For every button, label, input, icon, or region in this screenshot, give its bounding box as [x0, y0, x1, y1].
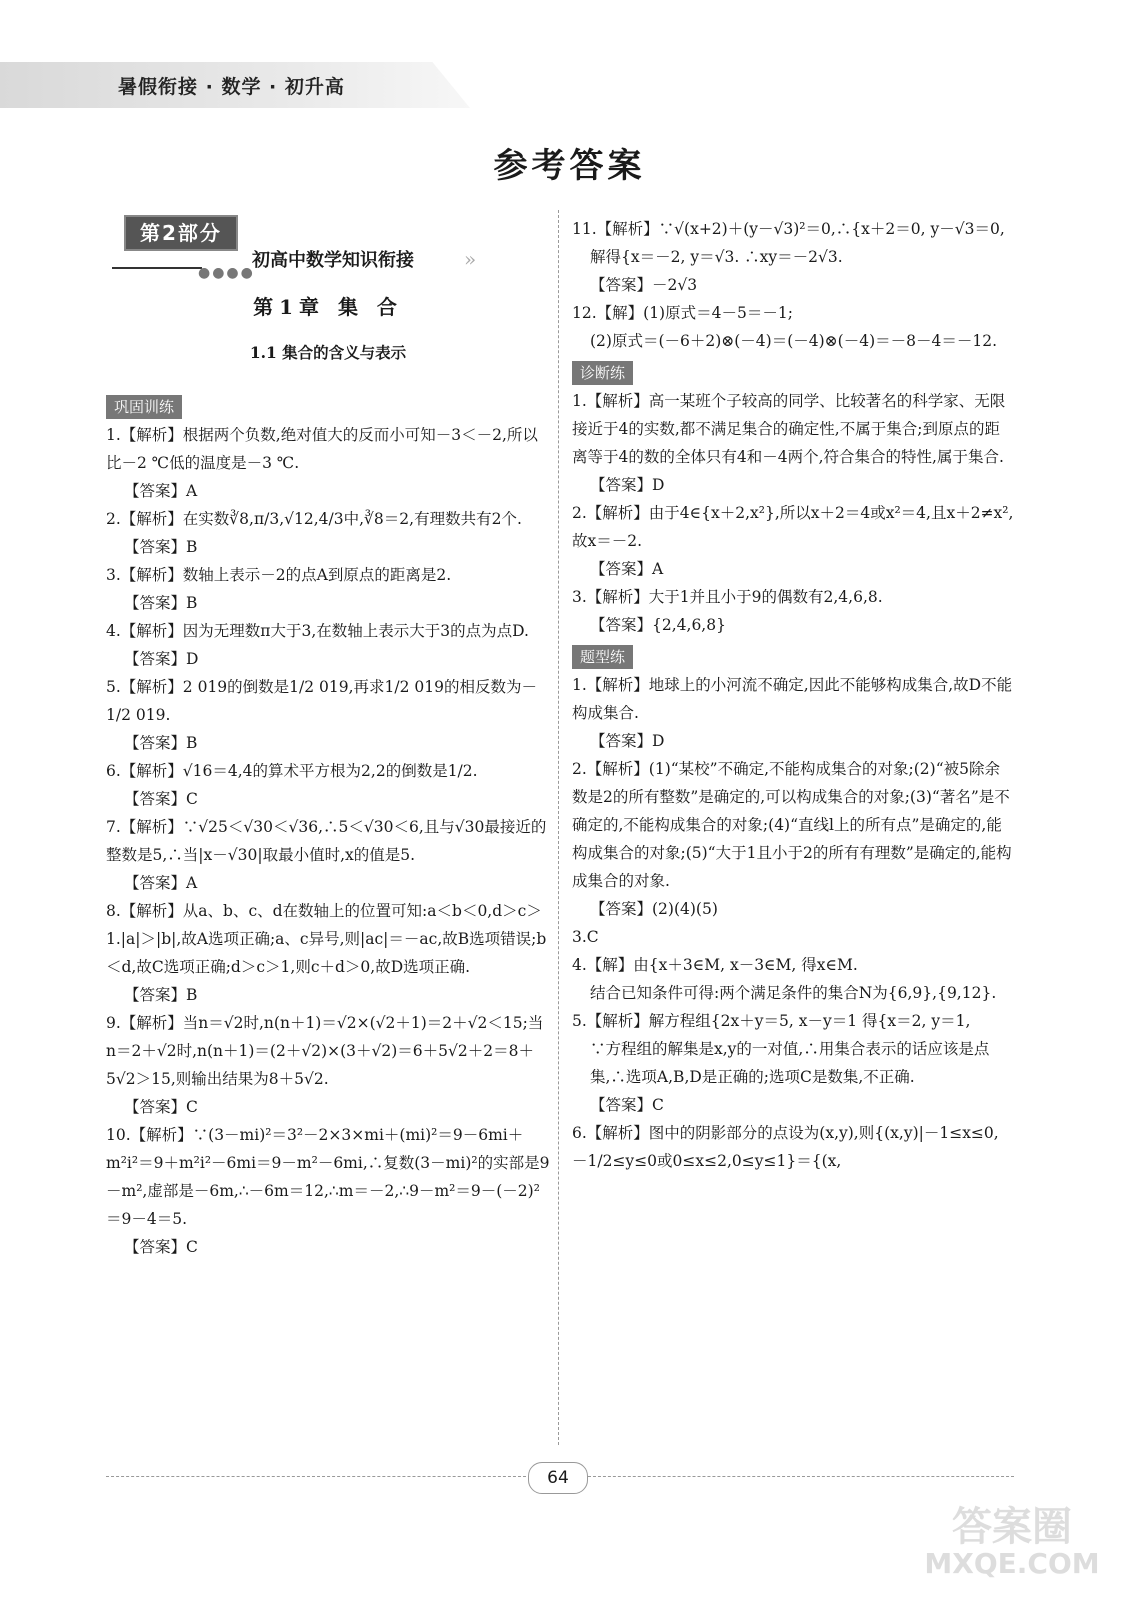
part-rule — [112, 267, 202, 269]
explanation-text: 8.【解析】从a、b、c、d在数轴上的位置可知:a＜b＜0,d＞c＞1.|a|＞|b|,故A选项正确;a、c异号,则|ac|＝－ac,故B选项错误;b＜d,故C选项正确;d＞c＞1,则c＋d＞0,故D选项正确. — [106, 902, 547, 976]
explanation-text: 2.【解析】由于4∈{x＋2,x²},所以x＋2＝4或x²＝4,且x＋2≠x²,故x＝－2. — [572, 504, 1014, 550]
footer-rule-left — [106, 1476, 526, 1477]
double-chevron-icon: » — [464, 247, 477, 271]
explanation-text: 2.【解析】(1)“某校”不确定,不能构成集合的对象;(2)“被5除余数是2的所有整数”是确定的,可以构成集合的对象;(3)“著名”是不确定的,不能构成集合的对象;(4)“直线l上的所有点”是确定的,能构成集合的对象;(5)“大于1且小于2的所有有理数”是确定的,能构成集合的对象. — [572, 760, 1012, 890]
answer-line: 【答案】B — [124, 594, 198, 612]
explanation-text: 9.【解析】当n＝√2时,n(n＋1)＝√2×(√2＋1)＝2＋√2＜15;当n＝2＋√2时,n(n＋1)＝(2＋√2)×(3＋√2)＝6＋5√2＋2＝8＋5√2＞15,则输出结果为8＋5√2. — [106, 1014, 544, 1088]
answer-line: 【答案】B — [124, 986, 198, 1004]
answer-line: 【答案】D — [124, 650, 199, 668]
answer-line: 【答案】－2√3 — [590, 276, 698, 294]
left-column — [106, 215, 550, 1261]
explanation-text: ∵方程组的解集是x,y的一对值,∴用集合表示的话应该是点集,∴选项A,B,D是正确的;选项C是数集,不正确. — [590, 1040, 990, 1086]
explanation-text: 解得{x＝－2, y＝√3. ∴xy＝－2√3. — [590, 248, 843, 266]
answer-line: 【答案】C — [124, 1098, 198, 1116]
answer-line: 【答案】D — [590, 732, 665, 750]
answer-line: 【答案】B — [124, 538, 198, 556]
explanation-text: 结合已知条件可得:两个满足条件的集合N为{6,9},{9,12}. — [590, 984, 997, 1002]
part-subtitle-row — [112, 247, 550, 281]
answer-line: 【答案】A — [124, 482, 198, 500]
explanation-text: 6.【解析】√16＝4,4的算术平方根为2,2的倒数是1/2. — [106, 762, 478, 780]
explanation-text: 7.【解析】∵√25＜√30＜√36,∴5＜√30＜6,且与√30最接近的整数是5,∴当|x－√30|取最小值时,x的值是5. — [106, 818, 547, 864]
answer-line: 【答案】B — [124, 734, 198, 752]
explanation-text: 12.【解】(1)原式＝4－5＝－1; — [572, 304, 793, 322]
right-body — [572, 215, 1014, 1175]
explanation-text: 10.【解析】∵(3－mi)²＝3²－2×3×mi＋(mi)²＝9－6mi＋m²i²＝9＋m²i²－6mi＝9－m²－6mi,∴复数(3－mi)²的实部是9－m²,虚部是－6m,∴－6m＝12,∴m＝－2,∴9－m²＝9－(－2)²＝9－4＝5. — [106, 1126, 550, 1228]
explanation-text: 6.【解析】图中的阴影部分的点设为(x,y),则{(x,y)|－1≤x≤0,－1/2≤y≤0或0≤x≤2,0≤y≤1}＝{(x, — [572, 1124, 999, 1170]
answer-line: 【答案】{2,4,6,8} — [590, 616, 726, 634]
part-subtitle: 初高中数学知识衔接 — [252, 250, 414, 271]
right-column — [572, 215, 1014, 1175]
explanation-text: 4.【解析】因为无理数π大于3,在数轴上表示大于3的点为点D. — [106, 622, 529, 640]
answer-line: 【答案】C — [590, 1096, 664, 1114]
explanation-text: 1.【解析】根据两个负数,绝对值大的反而小可知－3＜－2,所以比－2 ℃低的温度是－3 ℃. — [106, 426, 538, 472]
explanation-text: 3.【解析】大于1并且小于9的偶数有2,4,6,8. — [572, 588, 883, 606]
section-label: 题型练 — [572, 645, 633, 669]
section-title: 1.1 集合的含义与表示 — [249, 343, 407, 362]
watermark-logo — [912, 1505, 1112, 1579]
explanation-text: 5.【解析】解方程组{2x＋y＝5, x－y＝1 得{x＝2, y＝1, — [572, 1012, 971, 1030]
answer-line: 【答案】(2)(4)(5) — [590, 900, 718, 918]
answer-line: 【答案】A — [590, 560, 664, 578]
section-label-row — [572, 639, 1014, 671]
part-header — [106, 215, 550, 251]
section-label: 诊断练 — [572, 361, 633, 385]
left-body — [106, 389, 550, 1261]
explanation-text: 1.【解析】高一某班个子较高的同学、比较著名的科学家、无限接近于4的实数,都不满足集合的确定性,不属于集合;到原点的距离等于4的数的全体只有4和－4两个,符合集合的特性,属于集合. — [572, 392, 1006, 466]
explanation-text: 3.【解析】数轴上表示－2的点A到原点的距离是2. — [106, 566, 452, 584]
answer-line: 【答案】D — [590, 476, 665, 494]
explanation-text: 3.C — [572, 928, 599, 946]
watermark-bottom: MXQE.COM — [924, 1547, 1100, 1580]
section-label-row — [106, 389, 550, 421]
explanation-text: 11.【解析】∵√(x+2)＋(y－√3)²＝0,∴{x＋2＝0, y－√3＝0, — [572, 220, 1005, 238]
section-label-row — [572, 355, 1014, 387]
answer-line: 【答案】C — [124, 790, 198, 808]
answer-line: 【答案】C — [124, 1238, 198, 1256]
explanation-text: 2.【解析】在实数∛8,π/3,√12,4/3中,∛8＝2,有理数共有2个. — [106, 510, 522, 528]
explanation-text: 1.【解析】地球上的小河流不确定,因此不能够构成集合,故D不能构成集合. — [572, 676, 1013, 722]
watermark-top: 答案圈 — [952, 1504, 1072, 1550]
answer-line: 【答案】A — [124, 874, 198, 892]
explanation-text: 4.【解】由{x＋3∈M, x－3∈M, 得x∈M. — [572, 956, 858, 974]
part-label: 第2部分 — [124, 215, 238, 251]
chapter-title: 第1章 集 合 — [253, 295, 403, 319]
page-title: 参考答案 — [493, 146, 646, 186]
section-label: 巩固训练 — [106, 395, 182, 419]
explanation-text: (2)原式＝(－6＋2)⊗(－4)＝(－4)⊗(－4)＝－8－4＝－12. — [590, 332, 997, 350]
header-banner-text: 暑假衔接 · 数学 · 初升高 — [118, 76, 345, 98]
column-divider — [558, 210, 559, 1445]
explanation-text: 5.【解析】2 019的倒数是1/2 019,再求1/2 019的相反数为－1/2 019. — [106, 678, 538, 724]
page-number: 64 — [528, 1462, 588, 1494]
part-dots: ●●●● — [198, 265, 255, 281]
footer-rule-right — [588, 1476, 1014, 1477]
